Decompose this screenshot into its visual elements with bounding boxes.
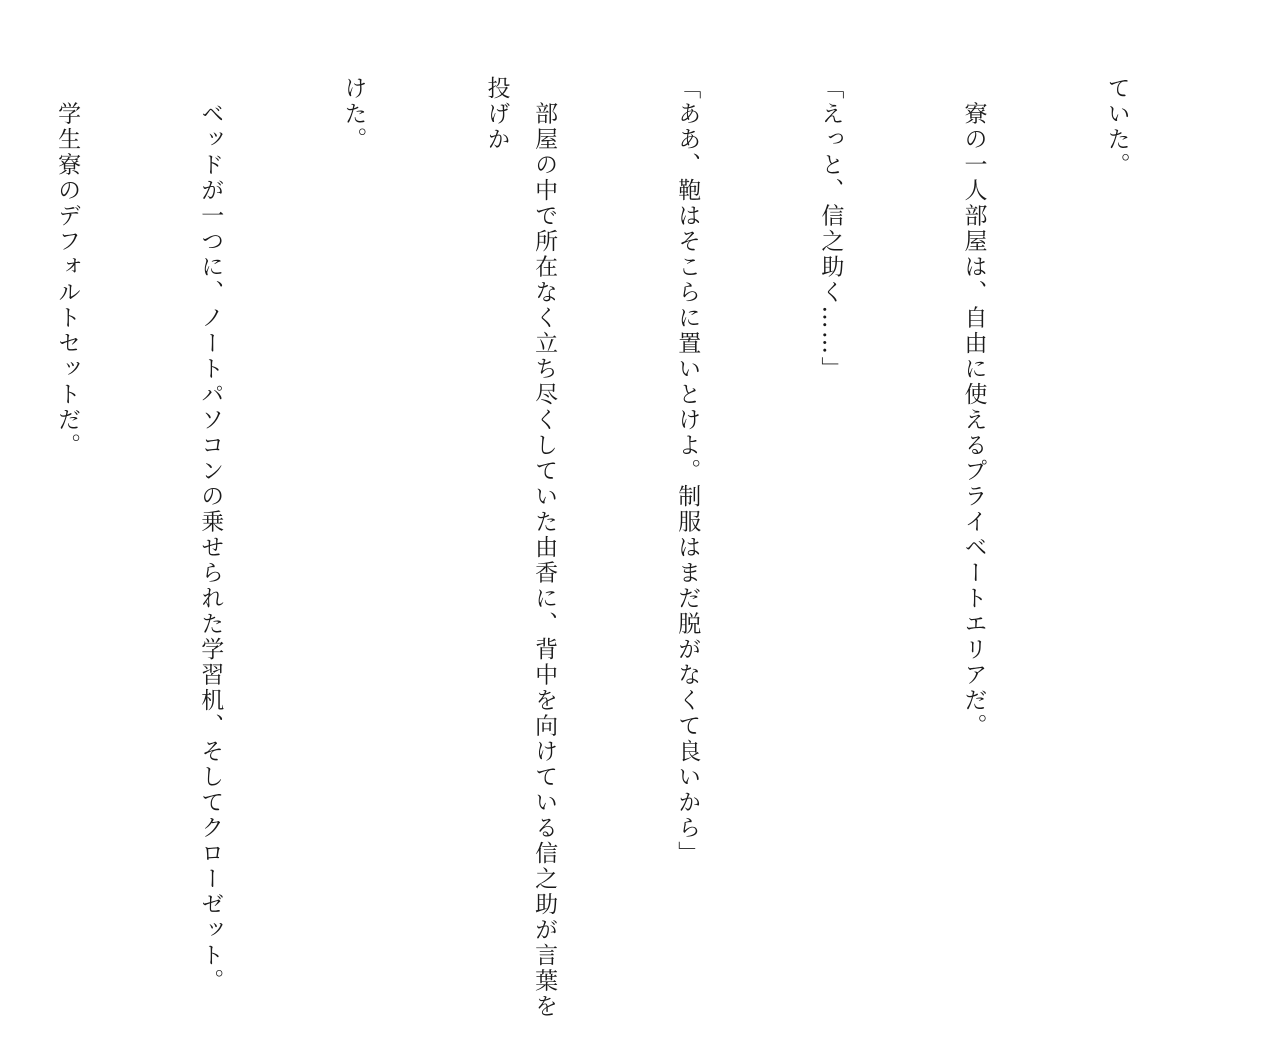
text-line: 「ああ、鞄はそこらに置いとけよ。制服はまだ脱がなくて良いから」 <box>674 76 701 867</box>
text-line: 寮の一人部屋は、自由に使えるプライベートエリアだ。 <box>960 76 987 739</box>
text-line: ベッドが一つに、ノートパソコンの乗せられた学習机、そしてクローゼット。 <box>197 76 224 994</box>
text-line: けた。 <box>340 76 367 153</box>
vertical-text-body <box>0 76 1235 1036</box>
text-line: 学生寮のデフォルトセットだ。 <box>54 76 81 459</box>
text-line: ていた。 <box>1103 76 1130 178</box>
text-line: 部屋の中で所在なく立ち尽くしていた由香に、背中を向けている信之助が言葉を投げか <box>483 76 558 1020</box>
text-line: 「えっと、信之助く……」 <box>817 76 844 382</box>
